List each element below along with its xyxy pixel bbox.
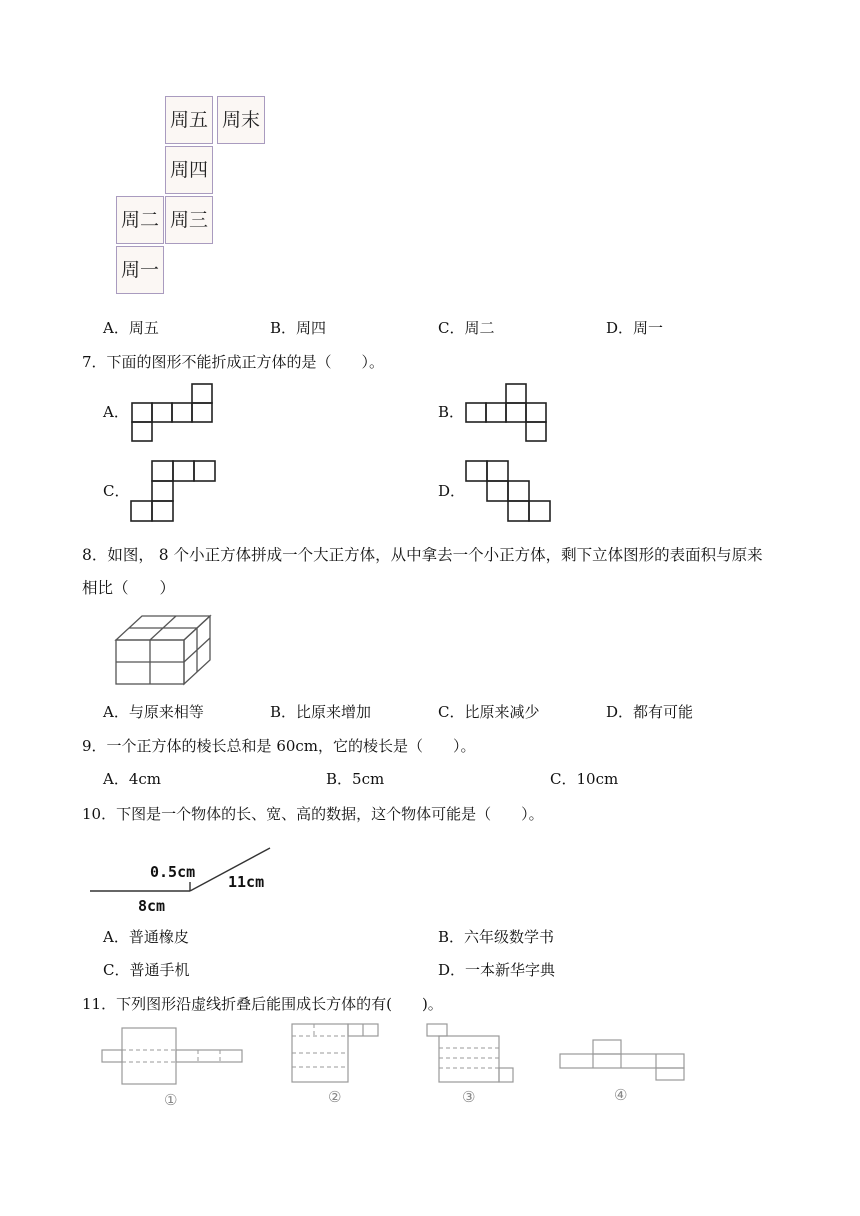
q6-option-c[interactable]: C．周二: [438, 319, 495, 337]
q10-dim-length: 8cm: [138, 897, 166, 915]
net-cell-thursday: 周四: [165, 146, 213, 194]
q11-number-1: ①: [164, 1091, 178, 1109]
net-cell-weekend: 周末: [217, 96, 265, 144]
q8-question-line2: 相比（ ）: [82, 579, 176, 597]
q7-figure-c: [128, 459, 218, 523]
q11-net-2: [290, 1022, 382, 1086]
q6-option-b[interactable]: B．周四: [270, 319, 327, 337]
q10-dim-height: 0.5cm: [150, 863, 196, 881]
q11-number-2: ②: [328, 1088, 342, 1106]
q7-figure-a: [130, 382, 220, 442]
q7-label-b[interactable]: B．: [438, 403, 465, 421]
q8-option-a[interactable]: A．与原来相等: [103, 703, 204, 721]
q8-cube-figure: [114, 614, 214, 686]
q6-option-a[interactable]: A．周五: [103, 319, 159, 337]
net-cell-friday: 周五: [165, 96, 213, 144]
q10-option-c[interactable]: C．普通手机: [103, 961, 190, 979]
q7-question: 7．下面的图形不能折成正方体的是（ ）。: [82, 353, 385, 371]
q10-dim-width: 11cm: [228, 873, 265, 891]
q10-question: 10．下图是一个物体的长、宽、高的数据，这个物体可能是（ ）。: [82, 805, 544, 823]
net-cell-wednesday: 周三: [165, 196, 213, 244]
q9-option-b[interactable]: B．5cm: [326, 770, 385, 788]
q7-figure-b: [464, 382, 554, 442]
q8-option-c[interactable]: C．比原来减少: [438, 703, 540, 721]
q7-label-c[interactable]: C．: [103, 482, 130, 500]
net-cell-monday: 周一: [116, 246, 164, 294]
q7-label-a[interactable]: A．: [103, 403, 129, 421]
q9-question: 9．一个正方体的棱长总和是 60cm，它的棱长是（ ）。: [82, 737, 476, 755]
q11-number-4: ④: [614, 1086, 628, 1104]
q7-label-d[interactable]: D．: [438, 482, 466, 500]
q11-question: 11．下列图形沿虚线折叠后能围成长方体的有( )。: [82, 995, 443, 1013]
q10-option-d[interactable]: D．一本新华字典: [438, 961, 556, 979]
q8-question-line1: 8．如图， 8 个小正方体拼成一个大正方体，从中拿去一个小正方体，剩下立体图形的表面积与原来: [82, 546, 763, 564]
q6-option-d[interactable]: D．周一: [606, 319, 664, 337]
q8-option-d[interactable]: D．都有可能: [606, 703, 694, 721]
net-cell-tuesday: 周二: [116, 196, 164, 244]
q9-option-a[interactable]: A．4cm: [103, 770, 162, 788]
q11-net-4: [558, 1038, 688, 1084]
q11-net-1: [100, 1026, 248, 1088]
q11-net-3: [425, 1022, 517, 1086]
q10-option-a[interactable]: A．普通橡皮: [103, 928, 189, 946]
q11-number-3: ③: [462, 1088, 476, 1106]
q8-option-b[interactable]: B．比原来增加: [270, 703, 372, 721]
q7-figure-d: [464, 459, 560, 523]
q10-option-b[interactable]: B．六年级数学书: [438, 928, 555, 946]
q9-option-c[interactable]: C．10cm: [550, 770, 619, 788]
